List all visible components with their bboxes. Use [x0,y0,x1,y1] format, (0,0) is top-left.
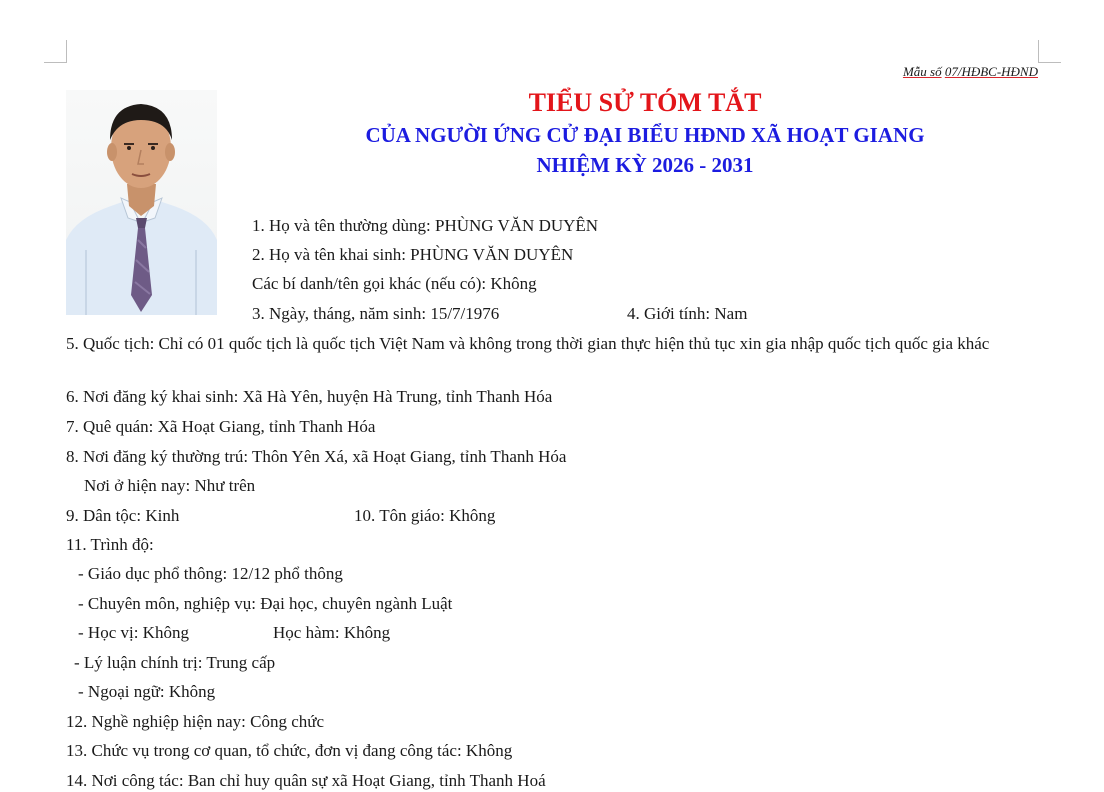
form-number-code: 07/HĐBC-HĐND [944,64,1038,79]
term-title: NHIỆM KỲ 2026 - 2031 [536,153,754,177]
field-position: 13. Chức vụ trong cơ quan, tổ chức, đơn vị đang công tác: Không [66,741,513,760]
field-foreign-language: - Ngoại ngữ: Không [78,682,216,701]
field-date-of-birth: 3. Ngày, tháng, năm sinh: 15/7/1976 [252,304,500,323]
field-political-theory: - Lý luận chính trị: Trung cấp [74,653,276,672]
field-specialty: - Chuyên môn, nghiệp vụ: Đại học, chuyên ngành Luật [78,594,453,613]
field-nationality: 5. Quốc tịch: Chỉ có 01 quốc tịch là quốc tịch Việt Nam và không trong thời gian thực hiện thủ tục xin gia nhập quốc tịch quốc gia khác [66,334,990,353]
field-academic-title: Học hàm: Không [273,623,391,642]
field-permanent-residence: 8. Nơi đăng ký thường trú: Thôn Yên Xá, xã Hoạt Giang, tỉnh Thanh Hóa [66,447,567,466]
field-degree: - Học vị: Không [78,623,189,642]
portrait-illustration [66,90,217,315]
field-hometown: 7. Quê quán: Xã Hoạt Giang, tỉnh Thanh Hóa [66,417,376,436]
field-general-education: - Giáo dục phổ thông: 12/12 phổ thông [78,564,343,583]
field-aliases: Các bí danh/tên gọi khác (nếu có): Không [252,274,537,293]
education-heading: 11. Trình độ: [66,535,154,554]
document-title: TIỂU SỬ TÓM TẮT [528,88,762,117]
field-current-residence: Nơi ở hiện nay: Như trên [84,476,256,495]
field-common-name: 1. Họ và tên thường dùng: PHÙNG VĂN DUYÊN [252,216,599,235]
document-subtitle: CỦA NGƯỜI ỨNG CỬ ĐẠI BIỂU HĐND XÃ HOẠT GIANG [365,123,925,147]
form-number-prefix: Mẫu số [902,64,942,79]
field-workplace: 14. Nơi công tác: Ban chỉ huy quân sự xã Hoạt Giang, tỉnh Thanh Hoá [66,771,546,790]
page-corner-marker-top-left [44,40,67,63]
field-ethnicity: 9. Dân tộc: Kinh [66,506,180,525]
field-occupation: 12. Nghề nghiệp hiện nay: Công chức [66,712,325,731]
page-corner-marker-top-right [1038,40,1061,63]
field-birth-name: 2. Họ và tên khai sinh: PHÙNG VĂN DUYÊN [252,245,574,264]
field-religion: 10. Tôn giáo: Không [354,506,496,525]
field-birth-registration: 6. Nơi đăng ký khai sinh: Xã Hà Yên, huyện Hà Trung, tỉnh Thanh Hóa [66,387,553,406]
form-number [903,64,1038,80]
portrait-photo [66,90,217,315]
field-gender: 4. Giới tính: Nam [627,304,748,323]
